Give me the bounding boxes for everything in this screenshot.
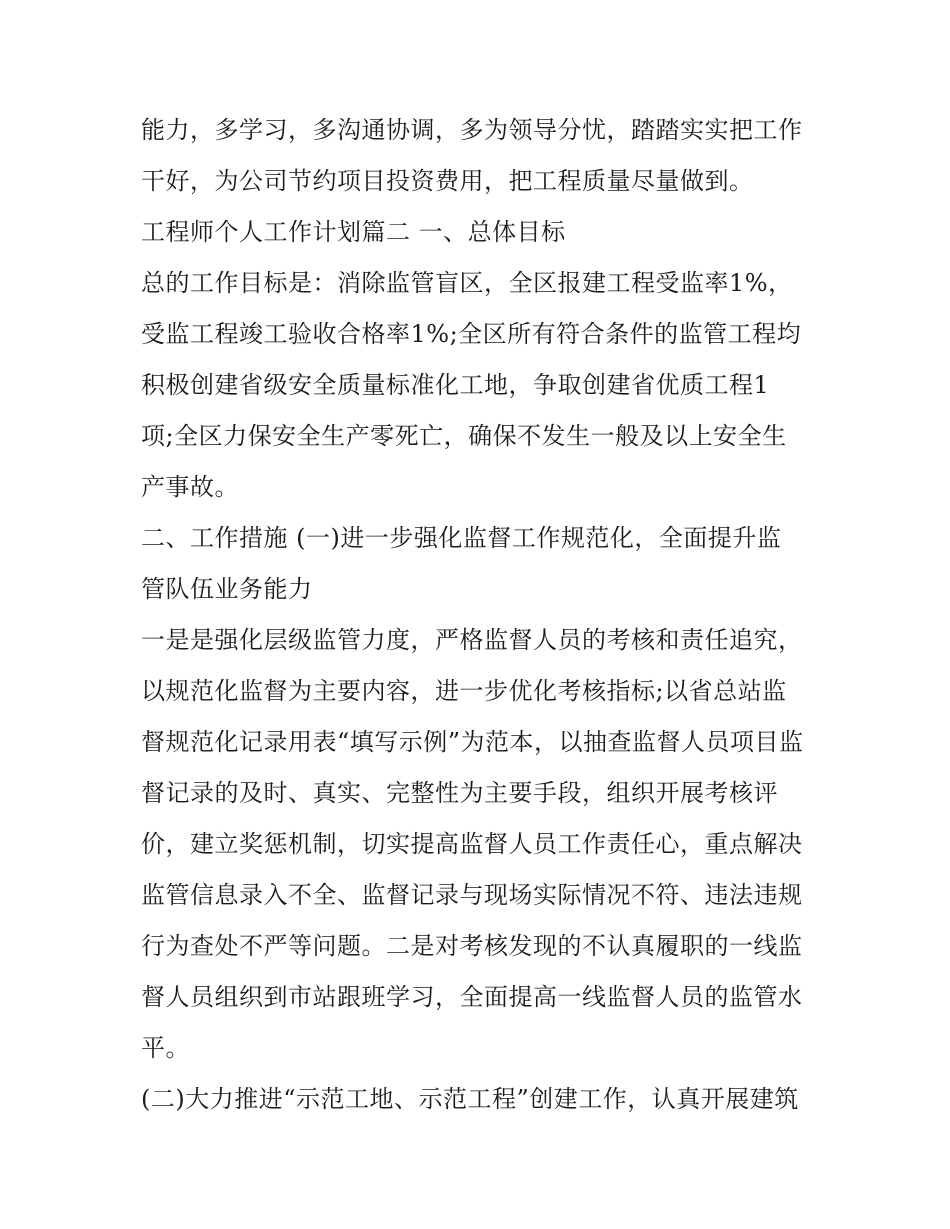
text-line: 一是是强化层级监管力度，严格监督人员的考核和责任追究， <box>141 626 803 654</box>
text-line: 干好，为公司节约项目投资费用，把工程质量尽量做到。 <box>141 167 754 195</box>
text-line: 积极创建省级安全质量标准化工地，争取创建省优质工程1 <box>141 371 770 399</box>
section-heading: (二)大力推进“示范工地、示范工程”创建工作，认真开展建筑 <box>141 1085 799 1113</box>
text-line: 价，建立奖惩机制，切实提高监督人员工作责任心，重点解决 <box>141 830 803 858</box>
text-line: 以规范化监督为主要内容，进一步优化考核指标;以省总站监 <box>141 677 787 705</box>
text-line: 产事故。 <box>141 473 239 501</box>
text-line: 督记录的及时、真实、完整性为主要手段，组织开展考核评 <box>141 779 778 807</box>
text-line: 总的工作目标是：消除监管盲区，全区报建工程受监率1%， <box>141 269 793 297</box>
text-line: 督人员组织到市站跟班学习，全面提高一线监督人员的监管水 <box>141 983 803 1011</box>
text-line: 行为查处不严等问题。二是对考核发现的不认真履职的一线监 <box>141 932 803 960</box>
section-heading: 二、工作措施 (一)进一步强化监督工作规范化，全面提升监 <box>141 524 782 552</box>
document-body <box>141 105 821 1125</box>
text-line: 管队伍业务能力 <box>141 575 313 603</box>
text-line: 项;全区力保安全生产零死亡，确保不发生一般及以上安全生 <box>141 422 787 450</box>
text-line: 督规范化记录用表“填写示例”为范本，以抽查监督人员项目监 <box>141 728 804 756</box>
text-line: 监管信息录入不全、监督记录与现场实际情况不符、违法违规 <box>141 881 803 909</box>
section-heading: 工程师个人工作计划篇二 一、总体目标 <box>141 218 566 246</box>
text-line: 受监工程竣工验收合格率1%;全区所有符合条件的监管工程均 <box>141 320 802 348</box>
text-line: 能力，多学习，多沟通协调，多为领导分忧，踏踏实实把工作 <box>141 116 803 144</box>
text-line: 平。 <box>141 1034 190 1062</box>
